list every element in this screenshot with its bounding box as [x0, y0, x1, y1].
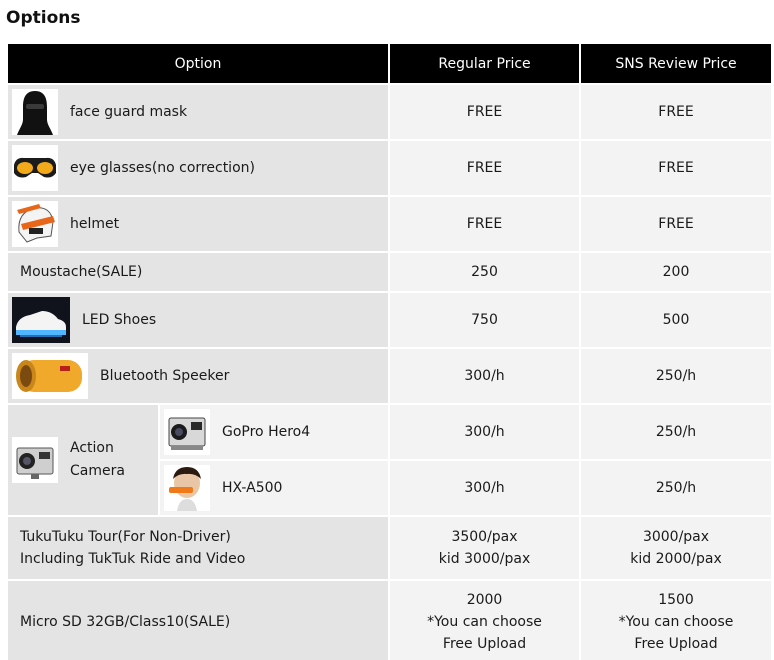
- helmet-icon: [12, 201, 58, 247]
- regular-price: [390, 517, 579, 579]
- option-label: helmet: [70, 216, 120, 232]
- balaclava-mask-icon: [12, 89, 58, 135]
- option-cell: [8, 349, 388, 403]
- sns-price: 250/h: [581, 461, 771, 515]
- sns-price: 250/h: [581, 405, 771, 459]
- wearable-camera-icon: [164, 465, 210, 511]
- option-cell: [8, 581, 388, 660]
- option-label: Moustache(SALE): [20, 264, 143, 280]
- regular-price-line1: 2000: [466, 592, 503, 608]
- option-group-cell: [8, 405, 158, 515]
- option-group-label-line2: Camera: [70, 463, 125, 479]
- table-row: [8, 349, 771, 403]
- table-row: [8, 517, 771, 579]
- table-row: [8, 293, 771, 347]
- regular-price: FREE: [390, 197, 579, 251]
- regular-price: FREE: [390, 141, 579, 195]
- option-label: [18, 526, 388, 570]
- header-row: [8, 44, 771, 83]
- regular-price-line2: *You can choose: [427, 614, 542, 630]
- goggles-icon: [12, 145, 58, 191]
- regular-price: FREE: [390, 85, 579, 139]
- sub-option-label: HX-A500: [222, 480, 283, 496]
- regular-price: 250: [390, 253, 579, 291]
- regular-price: 750: [390, 293, 579, 347]
- header-regular-price: Regular Price: [390, 44, 579, 83]
- regular-price: 300/h: [390, 349, 579, 403]
- sns-price: [581, 517, 771, 579]
- sub-option-cell: [160, 461, 388, 515]
- option-cell: [8, 293, 388, 347]
- sns-price-line1: 3000/pax: [642, 529, 710, 545]
- option-label: Bluetooth Speeker: [100, 368, 230, 384]
- sns-price: 200: [581, 253, 771, 291]
- page-title: Options: [6, 8, 81, 28]
- option-label: Micro SD 32GB/Class10(SALE): [20, 614, 231, 630]
- led-shoe-icon: [12, 297, 70, 343]
- option-label-line2: Including TukTuk Ride and Video: [20, 551, 246, 567]
- options-table: [6, 42, 773, 660]
- sns-price-line2: *You can choose: [618, 614, 734, 630]
- sns-price: FREE: [581, 141, 771, 195]
- sns-price-line1: 1500: [658, 592, 694, 608]
- regular-price-line1: 3500/pax: [451, 529, 518, 545]
- option-cell: [8, 517, 388, 579]
- regular-price-line3: Free Upload: [442, 636, 527, 652]
- speaker-icon: [12, 353, 88, 399]
- option-cell: [8, 197, 388, 251]
- option-cell: [8, 85, 388, 139]
- option-label: eye glasses(no correction): [70, 160, 255, 176]
- table-row: [8, 405, 771, 459]
- regular-price: 300/h: [390, 405, 579, 459]
- sns-price: FREE: [581, 197, 771, 251]
- header-option: Option: [8, 44, 388, 83]
- sub-option-label: GoPro Hero4: [222, 424, 311, 440]
- option-label-line1: TukuTuku Tour(For Non-Driver): [20, 529, 231, 545]
- sns-price: 250/h: [581, 349, 771, 403]
- sns-price-line3: Free Upload: [634, 636, 718, 652]
- option-label: LED Shoes: [82, 312, 157, 328]
- table-row: [8, 85, 771, 139]
- option-cell: [8, 253, 388, 291]
- sns-price: 500: [581, 293, 771, 347]
- sns-price: [581, 581, 771, 660]
- regular-price-line2: kid 3000/pax: [438, 551, 531, 567]
- sns-price: FREE: [581, 85, 771, 139]
- table-row: [8, 197, 771, 251]
- action-camera-icon: [12, 437, 58, 483]
- sns-price-line2: kid 2000/pax: [630, 551, 722, 567]
- option-label: face guard mask: [70, 104, 188, 120]
- sub-option-cell: [160, 405, 388, 459]
- table-row: [8, 581, 771, 660]
- gopro-icon: [164, 409, 210, 455]
- option-group-label: [70, 437, 125, 483]
- table-row: [8, 253, 771, 291]
- regular-price: 300/h: [390, 461, 579, 515]
- regular-price: [390, 581, 579, 660]
- option-cell: [8, 141, 388, 195]
- option-group-label-line1: Action: [70, 440, 114, 456]
- header-sns-price: SNS Review Price: [581, 44, 771, 83]
- table-row: [8, 141, 771, 195]
